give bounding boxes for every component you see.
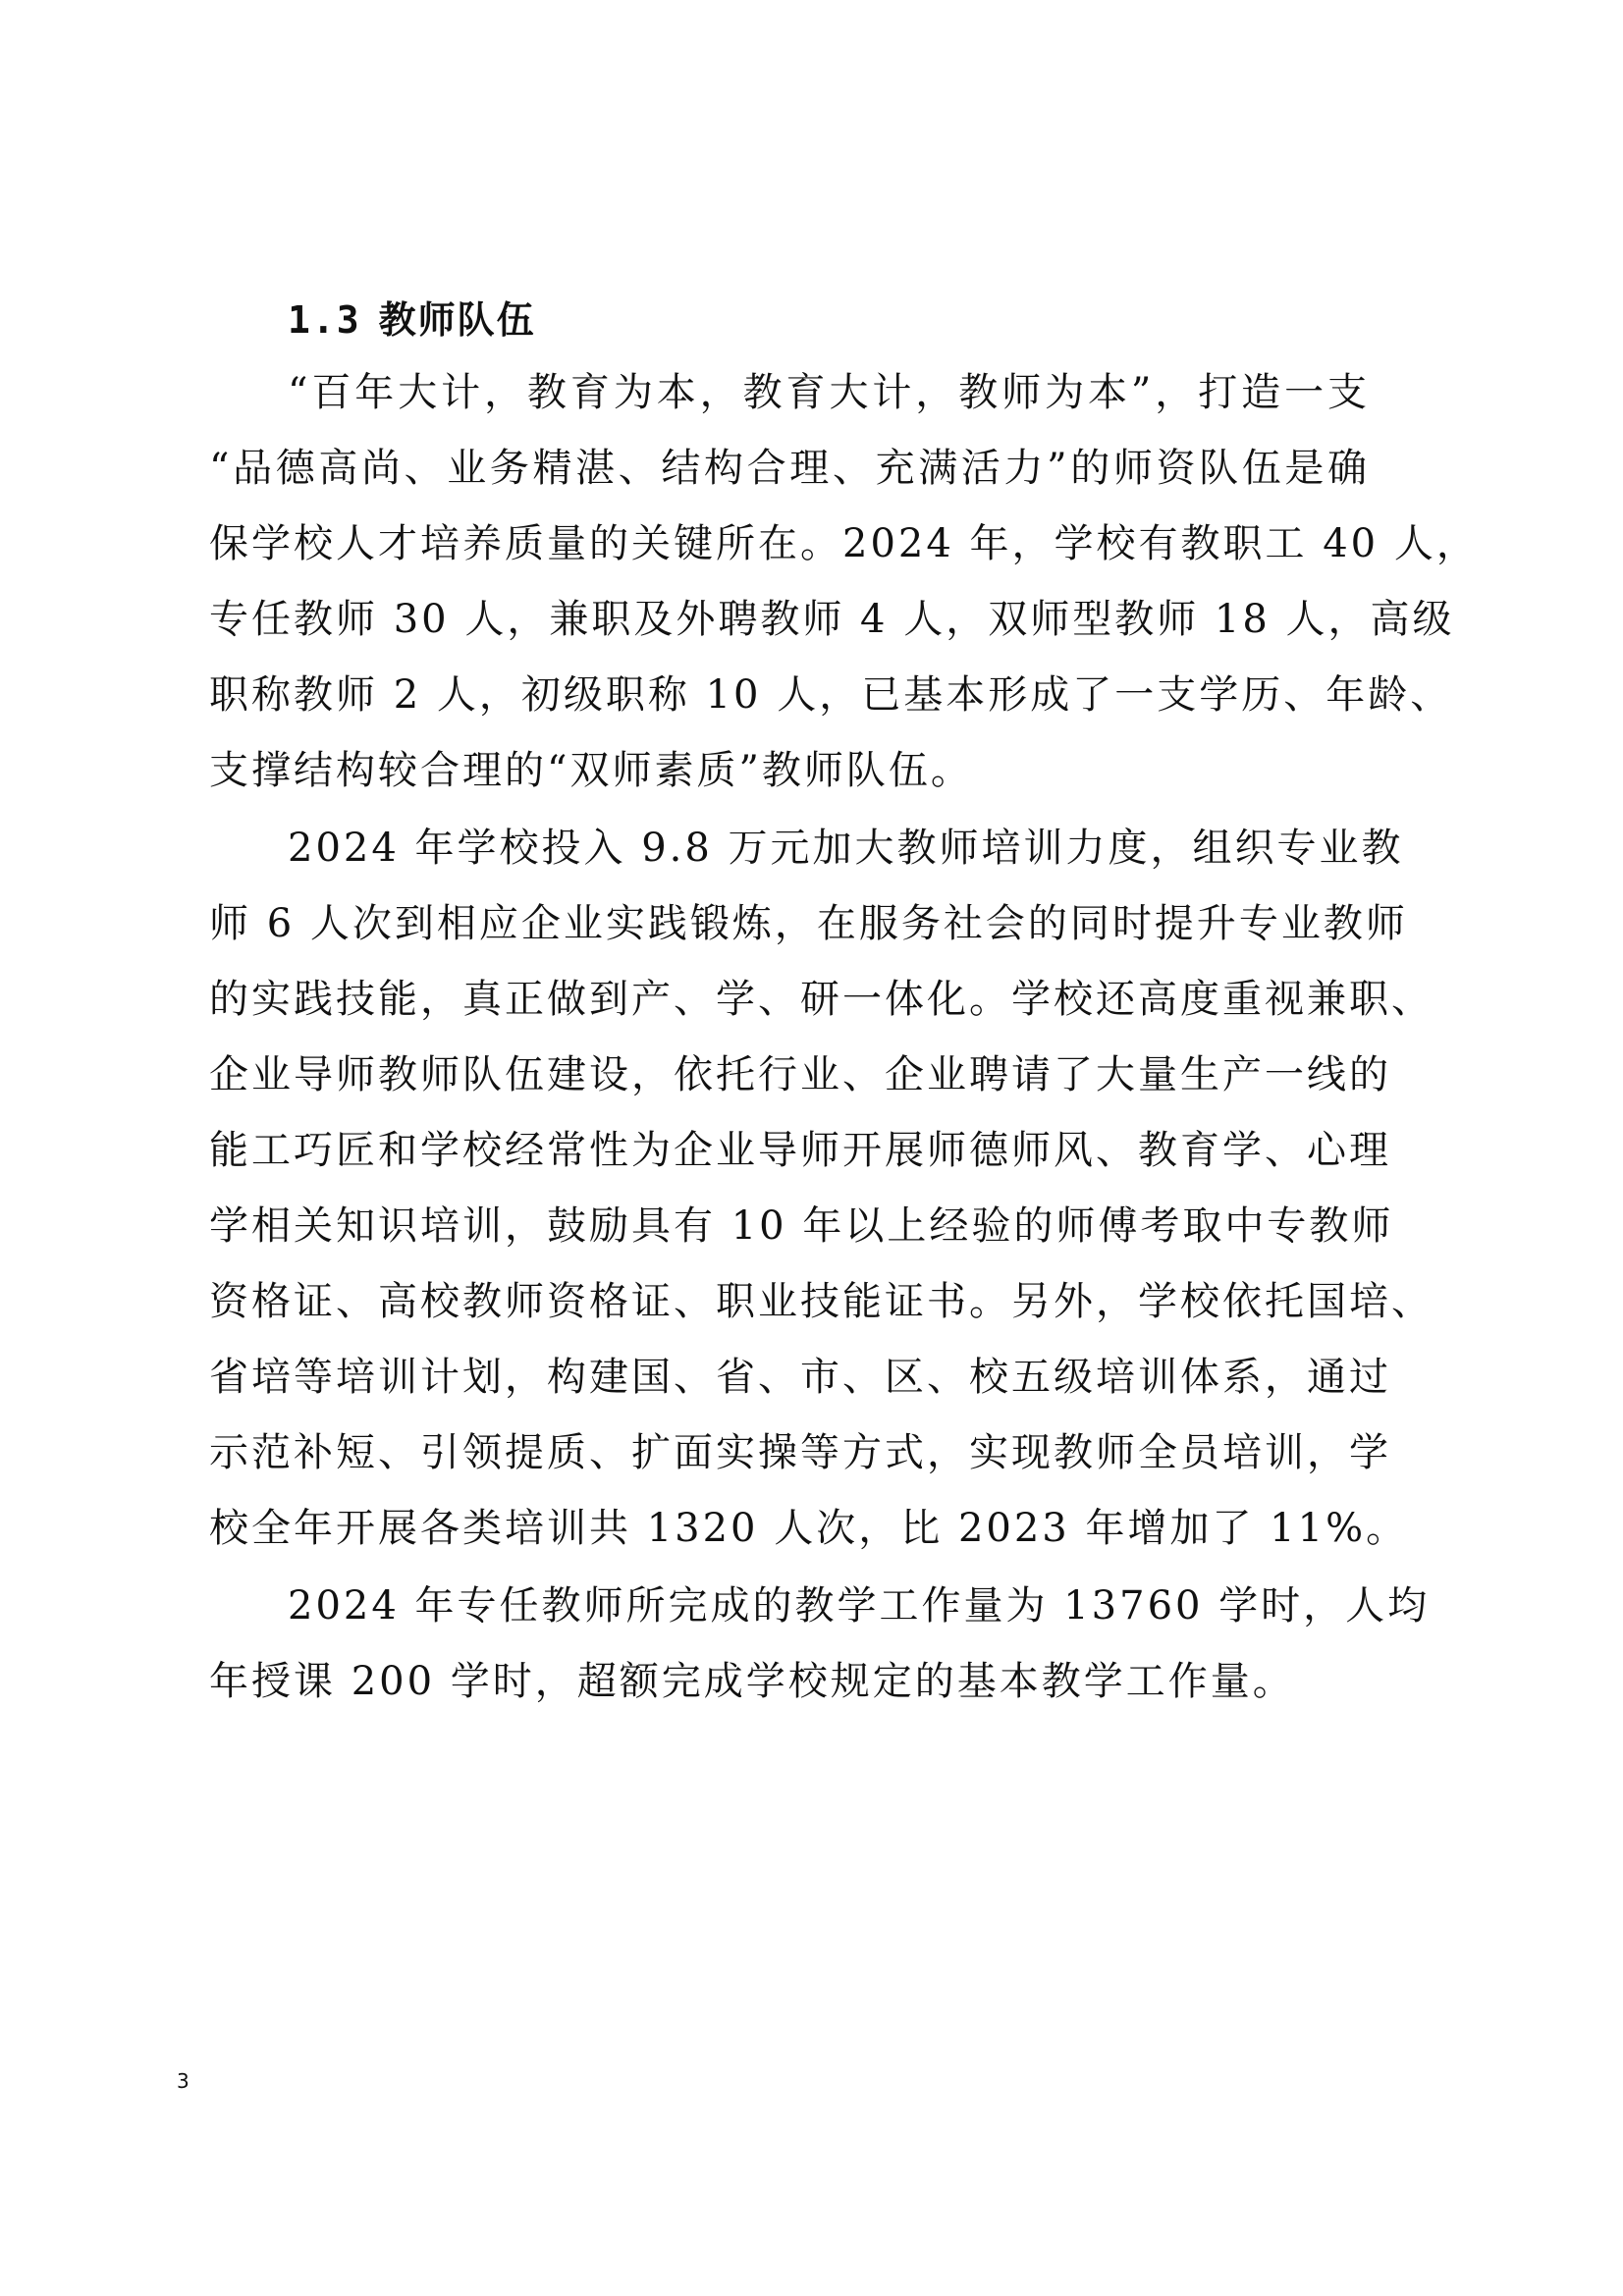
paragraph-1-line-3: 保学校人才培养质量的关键所在。2024 年，学校有教职工 40 人， bbox=[209, 521, 1479, 566]
paragraph-1-line-2: “品德高尚、业务精湛、结构合理、充满活力”的师资队伍是确 bbox=[209, 446, 1370, 491]
paragraph-2-line-4: 企业导师教师队伍建设，依托行业、企业聘请了大量生产一线的 bbox=[209, 1052, 1391, 1097]
paragraph-2-line-10: 校全年开展各类培训共 1320 人次，比 2023 年增加了 11%。 bbox=[209, 1506, 1409, 1551]
paragraph-1-line-1: “百年大计，教育为本，教育大计，教师为本”，打造一支 bbox=[288, 370, 1370, 415]
section-number: 1.3 bbox=[288, 298, 361, 342]
paragraph-2-line-3: 的实践技能，真正做到产、学、研一体化。学校还高度重视兼职、 bbox=[209, 977, 1434, 1022]
paragraph-2-line-8: 省培等培训计划，构建国、省、市、区、校五级培训体系，通过 bbox=[209, 1355, 1391, 1400]
paragraph-1-line-6: 支撑结构较合理的“双师素质”教师队伍。 bbox=[209, 748, 973, 793]
paragraph-3-line-2: 年授课 200 学时，超额完成学校规定的基本教学工作量。 bbox=[209, 1659, 1295, 1704]
paragraph-2-line-6: 学相关知识培训，鼓励具有 10 年以上经验的师傅考取中专教师 bbox=[209, 1203, 1394, 1249]
section-title: 教师队伍 bbox=[378, 297, 536, 342]
paragraph-2-line-9: 示范补短、引领提质、扩面实操等方式，实现教师全员培训，学 bbox=[209, 1430, 1391, 1475]
paragraph-1-line-4: 专任教师 30 人，兼职及外聘教师 4 人，双师型教师 18 人，高级 bbox=[209, 597, 1455, 642]
paragraph-2-line-1: 2024 年学校投入 9.8 万元加大教师培训力度，组织专业教 bbox=[288, 826, 1404, 871]
paragraph-2-line-7: 资格证、高校教师资格证、职业技能证书。另外，学校依托国培、 bbox=[209, 1279, 1434, 1324]
page-number: 3 bbox=[177, 2069, 189, 2093]
paragraph-3-line-1: 2024 年专任教师所完成的教学工作量为 13760 学时，人均 bbox=[288, 1583, 1431, 1629]
paragraph-1-line-5: 职称教师 2 人，初级职称 10 人，已基本形成了一支学历、年龄、 bbox=[209, 672, 1453, 718]
section-heading bbox=[288, 294, 536, 346]
paragraph-2-line-5: 能工巧匠和学校经常性为企业导师开展师德师风、教育学、心理 bbox=[209, 1128, 1391, 1173]
paragraph-2-line-2: 师 6 人次到相应企业实践锻炼，在服务社会的同时提升专业教师 bbox=[209, 901, 1408, 946]
